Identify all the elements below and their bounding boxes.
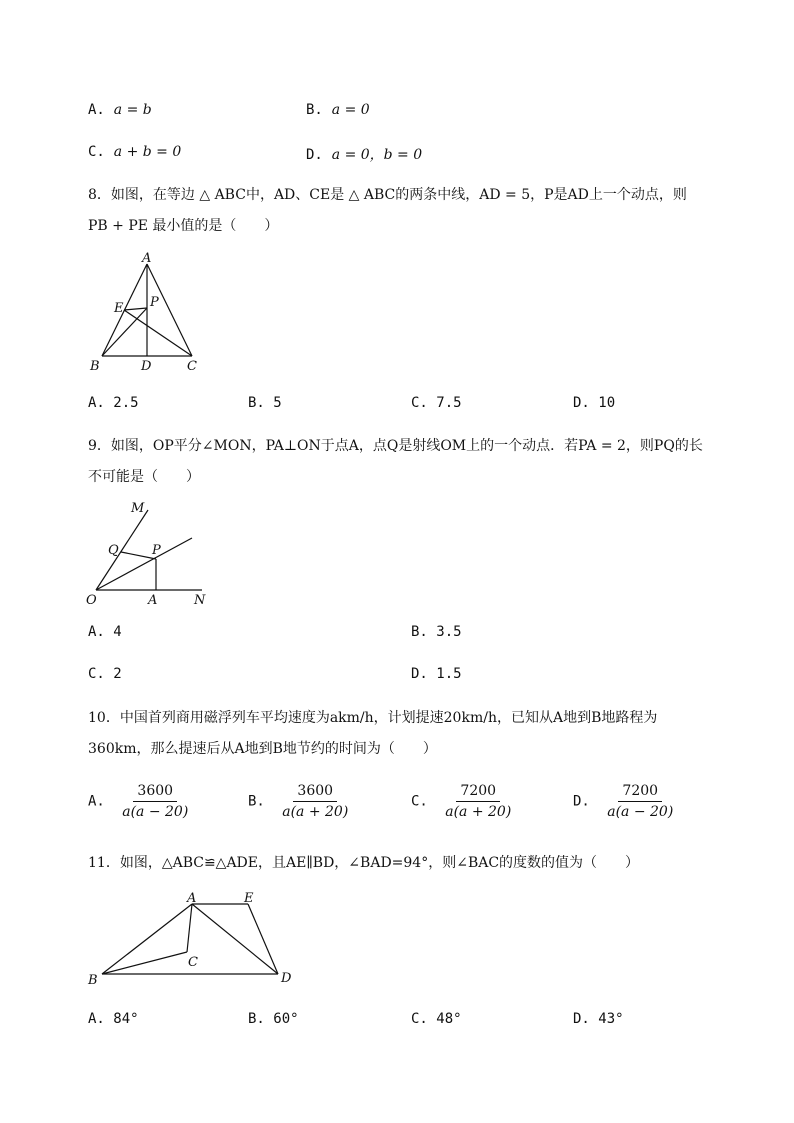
q10-option-d: D. $\frac{7200}{a(a - 20)}$ <box>573 783 674 820</box>
q8-segment-pb <box>102 308 147 356</box>
q11-label-a: A <box>187 891 197 906</box>
q10-option-b: B. $\frac{3600}{a(a + 20)}$ <box>248 783 349 820</box>
q11-segment-ed <box>248 904 278 974</box>
q8-option-b: B. 5 <box>248 395 282 411</box>
q11-label-d: D <box>281 971 292 986</box>
q9-option-c: C. 2 <box>88 666 122 682</box>
q7-option-a: A. a = b <box>88 102 152 118</box>
q11-stem-line1: 11．如图，△ABC≌△ADE，且AE∥BD，∠BAD=94°，则∠BAC的度数的值为（ ） <box>88 855 640 871</box>
q10-option-a: A. $\frac{3600}{a(a - 20)}$ <box>88 783 189 820</box>
q7-option-b: B. a = 0 <box>306 102 370 118</box>
q9-figure <box>84 498 214 610</box>
q8-stem-line2: PB + PE 最小值的是（ ） <box>88 218 279 234</box>
q9-stem-line2: 不可能是（ ） <box>88 469 200 485</box>
q8-label-e: E <box>114 301 124 316</box>
q9-label-o: O <box>86 593 97 608</box>
q9-option-d: D. 1.5 <box>411 666 462 682</box>
q9-label-p: P <box>152 543 161 558</box>
q9-option-b: B. 3.5 <box>411 624 462 640</box>
q11-option-b: B. 60° <box>248 1011 299 1027</box>
q11-segment-ac <box>187 904 192 952</box>
q9-option-a: A. 4 <box>88 624 122 640</box>
q8-stem-line1: 8．如图，在等边 △ ABC中，AD、CE是 △ ABC的两条中线，AD = 5，P是AD上一个动点，则 <box>88 187 687 203</box>
q8-figure <box>86 252 206 376</box>
q9-label-q: Q <box>108 543 119 558</box>
q9-stem-line1: 9．如图，OP平分∠MON，PA⊥ON于点A，点Q是射线OM上的一个动点．若PA = 2，则PQ的长 <box>88 438 703 454</box>
q8-label-p: P <box>150 295 159 310</box>
q11-segment-ab <box>102 904 192 974</box>
q11-segment-ad <box>192 904 278 974</box>
q8-side-ac <box>147 264 192 356</box>
q10-option-c: C. $\frac{7200}{a(a + 20)}$ <box>411 783 512 820</box>
q8-option-a: A. 2.5 <box>88 395 139 411</box>
q11-figure <box>84 890 304 990</box>
q8-option-c: C. 7.5 <box>411 395 462 411</box>
q11-option-a: A. 84° <box>88 1011 139 1027</box>
q10-stem-line2: 360km，那么提速后从A地到B地节约的时间为（ ） <box>88 741 437 757</box>
q11-option-d: D. 43° <box>573 1011 624 1027</box>
q8-median-ce <box>124 310 192 356</box>
q9-label-a: A <box>148 593 158 608</box>
q11-segment-bc <box>102 952 187 974</box>
q8-label-d: D <box>141 359 152 374</box>
q8-label-c: C <box>187 359 197 374</box>
q10-stem-line1: 10．中国首列商用磁浮列车平均速度为akm/h，计划提速20km/h，已知从A地到B地路程为 <box>88 710 658 726</box>
q7-option-c: C. a + b = 0 <box>88 144 182 160</box>
q9-label-n: N <box>194 593 206 608</box>
q11-label-e: E <box>244 891 254 906</box>
q9-ray-om <box>96 510 148 590</box>
q11-label-b: B <box>88 973 98 988</box>
q8-segment-pe <box>124 308 147 310</box>
q8-option-d: D. 10 <box>573 395 616 411</box>
q9-segment-pq <box>121 552 156 559</box>
q8-label-a: A <box>142 252 152 266</box>
q11-label-c: C <box>188 955 198 970</box>
q11-option-c: C. 48° <box>411 1011 462 1027</box>
q9-label-m: M <box>131 501 145 516</box>
q7-option-d: D. a = 0，b = 0 <box>306 147 423 163</box>
q8-label-b: B <box>90 359 100 374</box>
